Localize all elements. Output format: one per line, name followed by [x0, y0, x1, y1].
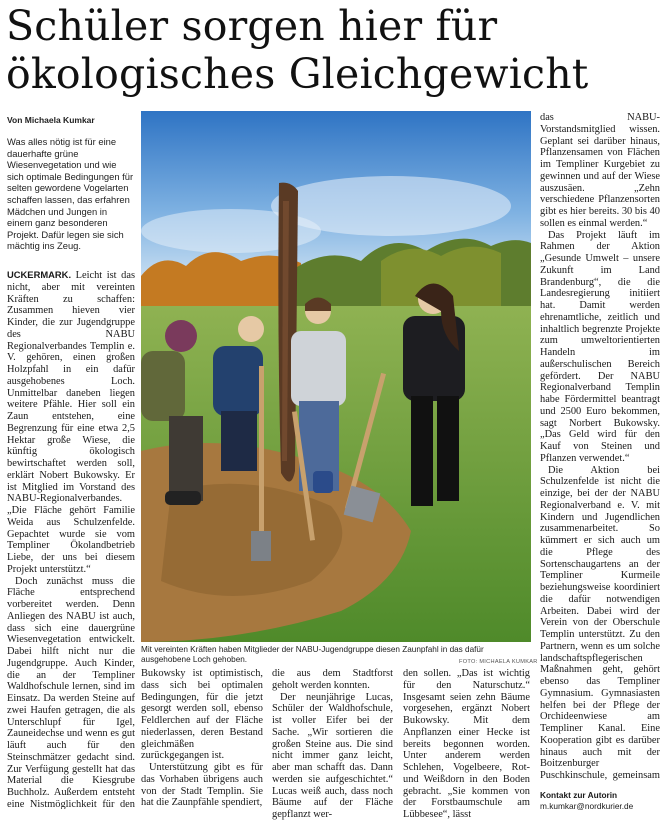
- article-column-4: [403, 668, 530, 821]
- article-text: Leicht ist das nicht, aber mit vereinten Kräften zu schaffen: Zusammen hieven vier Kinder, die zur Jugendgruppe des NABU Regionalverbandes Templin e. V. gehören, einen großen Holzpfahl in ein dafür ausgehobenes Loch. Unmittelbar daneben liegen weitere Pfähle. Hier soll ein Zaun entstehen, eine Begrenzung für eine etwa 2,5 Hektar große Wiese, die künftig ökologisch bewirtschaftet werden soll, erklärt Nobert Bukowsky. Er ist Mitglied im Vorstand des NABU-Regionalverbandes. „Die Fläche gehört Familie Weida aus Schulzenfelde. Gepachtet wurde sie vom Templiner Ökolandbetrieb Liebe, der uns bei diesem Projekt unterstützt.“: [7, 270, 135, 575]
- article-paragraph: Die Aktion bei Schulzenfelde ist nicht die einzige, bei der der NABU Regionalverband e. V. mit Kindern und Jugendlichen zusammenarbeitet. So kümmert er sich auch um die Pflege des Sortenschaugartens an der Templiner Kurmeile beziehungsweise koordiniert die dafür notwendigen Arbeiten. Dabei wird der Verein von der Oberschule Templin unterstützt. Zu den Partnern, wenn es um solche landschaftspflegerischen Maßnahmen geht, gehört ebenso das Templiner Gymnasium. Gymnasiasten helfen bei der Pflege der Orchideenwiese am Templiner Kanal. Eine Kooperation gibt es darüber hinaus auch mit der Boitzenburger Puschkinschule, gemeinsam: [540, 464, 660, 781]
- headline-line-1: Schüler sorgen hier für: [6, 2, 498, 50]
- article-column-2: [141, 668, 263, 809]
- photo-illustration: [141, 111, 531, 642]
- lead-paragraph: Was alles nötig ist für eine dauerhafte grüne Wiesenvegetation und wie sich optimale Bedingungen für selten gewordene Vogelarten schaffen lassen, das erfahren Mädchen und Jungen in einem ganz besonderen Projekt. Dafür legen sie sich mächtig ins Zeug.: [7, 136, 134, 252]
- article-photo: [141, 111, 531, 642]
- headline: [6, 2, 661, 98]
- article-column-3: [272, 668, 393, 821]
- contact-heading: Kontakt zur Autorin: [540, 790, 618, 800]
- article-paragraph: das NABU-Vorstandsmitglied wissen. Geplant sei darüber hinaus, Pflanzensamen von Flächen im Templiner Kurgebiet zu gewinnen und auf der Wiese auszusäen. „Zehn verschiedene Pflanzensorten gibt es hier bereits. 30 bis 40 sollen es einmal werden.“: [540, 112, 660, 229]
- article-paragraph: die aus dem Stadtforst geholt werden konnten.: [272, 668, 393, 691]
- article-column-1: [7, 269, 135, 809]
- article-column-5: [540, 112, 660, 782]
- author-contact: [540, 790, 665, 811]
- photo-caption: Mit vereinten Kräften haben Mitglieder der NABU-Jugendgruppe diesen Zaunpfahl in das dafür ausgehobene Loch gehoben.: [141, 645, 484, 664]
- article-paragraph: [7, 269, 135, 576]
- article-paragraph: den sollen. „Das ist wichtig für den Naturschutz.“ Insgesamt seien zehn Bäume vorgesehen, ergänzt Nobert Bukowsky. Mit dem Anpflanzen einer Hecke ist bereits begonnen worden. Unter anderem werden Schlehen, Vogelbeere, Rot- und Weißdorn in den Boden gebracht. „Sie kommen von der Forstbaumschule am Lübbesee“, lässt: [403, 668, 530, 820]
- article-paragraph: Bukowsky ist optimistisch, dass sich bei optimalen Bedingungen, für die jetzt gesorgt werden soll, ebenso Feldlerchen auf der Fläche niederlassen, deren Bestand gleichmäßen zurückgegangen ist.: [141, 668, 263, 762]
- photo-credit: FOTO: MICHAELA KUMKAR: [459, 659, 538, 665]
- article-paragraph: Das Projekt läuft im Rahmen der Aktion „Gesunde Umwelt – unsere Zukunft im Land Brandenburg“, die die Landesregierung initiiert hat. Damit werden ehrenamtliche, zeitlich und inhaltlich begrenzte Projekte zum umweltorientierten Handeln im außerschulischen Bereich gefördert. Der NABU Regionalverband Templin habe Fördermittel beantragt und 2500 Euro bekommen, sagt Norbert Bukowsky. „Das Geld wird für den Kauf von Steinen und Pflanzen verwendet.“: [540, 229, 660, 464]
- author-email-link[interactable]: m.kumkar@nordkurier.de: [540, 800, 634, 811]
- article-paragraph: Der neunjährige Lucas, Schüler der Waldhofschule, ist voller Eifer bei der Sache. „Wir sortieren die großen Steine aus. Die sind nicht immer ganz leicht, aber man schafft das. Dann werden sie aufgeschichtet.“ Lucas weiß auch, dass noch Bäume auf der Fläche gepflanzt wer-: [272, 691, 393, 820]
- byline: Von Michaela Kumkar: [7, 115, 95, 125]
- headline-line-2: ökologisches Gleichgewicht: [6, 50, 589, 98]
- article-paragraph: Doch zunächst muss die Fläche entsprechend vorbereitet werden. Denn Anliegen des NABU ist auch, dass sich eine dauergrüne Wiesenvegetation entwickelt. Dabei hilft nicht nur die Jugendgruppe. Auch Kinder, die an der Templiner Waldhofschule lernen, sind im Einsatz. Da werden Steine auf zwei Haufen getragen, die als Unterschlupf für Igel, Zauneidechse und wenn es gut läuft auch für den Steinschmätzer gedacht sind. Zur Verfügung gestellt hat das Material die Kiesgrube Buchholz. Außerdem entsteht eine Nistmöglichkeit für den: [7, 575, 135, 809]
- dateline: UCKERMARK.: [7, 269, 72, 280]
- article-paragraph: Unterstützung gibt es für das Vorhaben übrigens auch von der Stadt Templin. Sie hat die Zaunpfähle spendiert,: [141, 762, 263, 809]
